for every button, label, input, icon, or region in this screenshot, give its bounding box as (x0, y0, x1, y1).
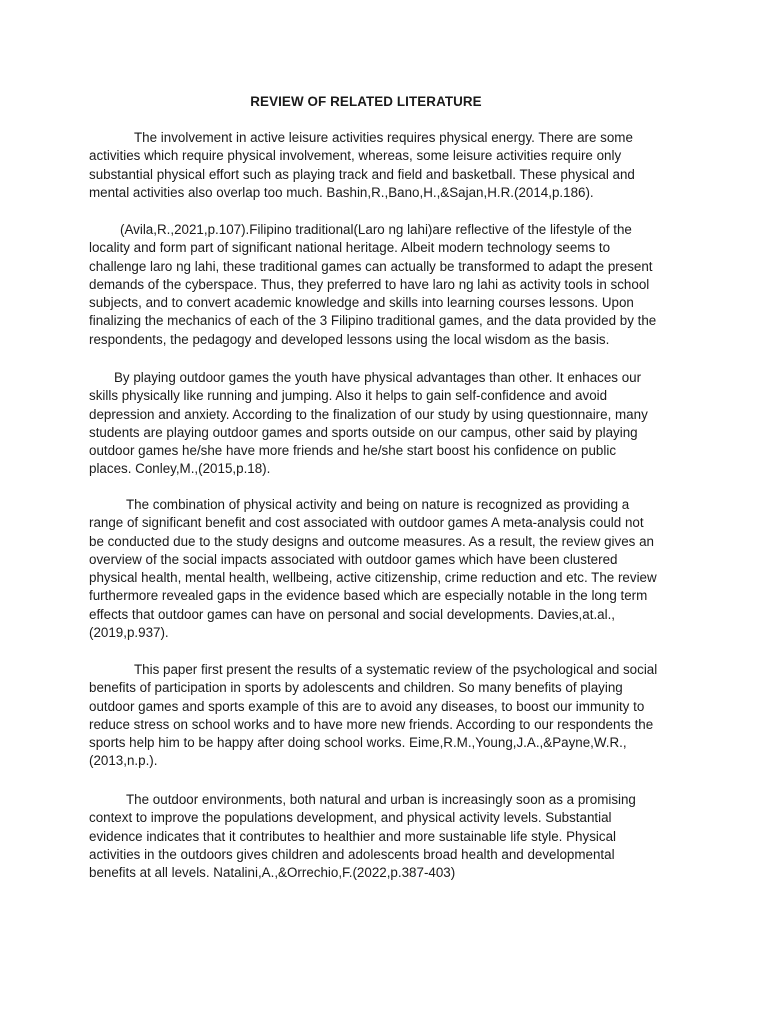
paragraph-line: reduce stress on school works and to have more new friends. According to our respondents the (89, 716, 654, 732)
paragraph-1 (89, 129, 689, 202)
paragraph-line: This paper first present the results of a systematic review of the psychological and social (134, 662, 658, 677)
paragraph-line: skills physically like running and jumping. Also it helps to gain self-confidence and avoid (89, 388, 608, 404)
paragraph-line: overview of the social impacts associated with outdoor games which have been clustered (89, 551, 618, 567)
paragraph-4 (89, 496, 689, 642)
paragraph-line: challenge laro ng lahi, these traditional games can actually be transformed to adapt the present (89, 258, 653, 274)
paragraph-line: students are playing outdoor games and sports outside on our campus, other said by playing (89, 424, 638, 440)
paragraph-line: furthermore revealed gaps in the evidence based which are especially notable in the long term (89, 588, 648, 604)
paragraph-line: effects that outdoor games can have on personal and social developments. Davies,at.al., (89, 606, 616, 622)
paragraph-line: (2019,p.937). (89, 625, 169, 641)
paragraph-line: be conducted due to the study designs and outcome measures. As a result, the review gives an (89, 533, 654, 549)
paragraph-line: finalizing the mechanics of each of the 3 Filipino traditional games, and the data provided by the (89, 313, 657, 329)
paragraph-line: physical health, mental health, wellbeing, active citizenship, crime reduction and etc. The review (89, 570, 657, 586)
paragraph-line: activities which require physical involvement, whereas, some leisure activities require only (89, 148, 622, 164)
paragraph-line: places. Conley,M.,(2015,p.18). (89, 461, 271, 477)
paragraph-line: activities in the outdoors gives children and adolescents broad health and developmental (89, 846, 615, 862)
paragraph-line: depression and anxiety. According to the finalization of our study by using questionnaire, many (89, 406, 648, 422)
paragraph-line: range of significant benefit and cost associated with outdoor games A meta-analysis could not (89, 515, 644, 531)
paragraph-line: substantial physical effort such as playing track and field and basketball. These physical and (89, 166, 635, 182)
paragraph-line: The combination of physical activity and being on nature is recognized as providing a (126, 497, 630, 512)
paragraph-line: benefits at all levels. Natalini,A.,&Orrechio,F.(2022,p.387-403) (89, 865, 456, 881)
paragraph-line: (Avila,R.,2021,p.107).Filipino traditional(Laro ng lahi)are reflective of the lifestyle of the (120, 222, 632, 237)
paragraph-line: benefits of participation in sports by adolescents and children. So many benefits of playing (89, 680, 623, 696)
paragraph-line: subjects, and to convert academic knowledge and skills into learning courses lessons. Upon (89, 295, 634, 311)
page-title: REVIEW OF RELATED LITERATURE (250, 94, 482, 109)
paragraph-2 (89, 221, 689, 349)
paragraph-3 (89, 369, 689, 479)
paragraph-line: sports help him to be happy after doing school works. Eime,R.M.,Young,J.A.,&Payne,W.R., (89, 735, 627, 751)
paragraph-line: outdoor games he/she have more friends and he/she start boost his confidence on public (89, 443, 617, 459)
paragraph-line: outdoor games and sports example of this are to avoid any diseases, to boost our immunity to (89, 698, 645, 714)
paragraph-line: respondents, the pedagogy and developed lessons using the local wisdom as the basis. (89, 331, 610, 347)
paragraph-5 (89, 661, 689, 771)
paragraph-line: locality and form part of significant national heritage. Albeit modern technology seems to (89, 240, 611, 256)
paragraph-line: The involvement in active leisure activities requires physical energy. There are some (134, 130, 633, 145)
paragraph-line: context to improve the populations development, and physical activity levels. Substantial (89, 810, 612, 826)
paragraph-line: evidence indicates that it contributes to healthier and more sustainable life style. Physical (89, 828, 616, 844)
paragraph-line: mental activities also overlap too much. Bashin,R.,Bano,H.,&Sajan,H.R.(2014,p.186). (89, 184, 594, 200)
paragraph-6 (89, 791, 689, 882)
paragraph-line: The outdoor environments, both natural and urban is increasingly soon as a promising (126, 792, 636, 807)
paragraph-line: (2013,n.p.). (89, 753, 158, 769)
paragraph-line: demands of the cyberspace. Thus, they preferred to have laro ng lahi as activity tools in school (89, 276, 650, 292)
paragraph-line: By playing outdoor games the youth have physical advantages than other. It enhaces our (114, 370, 642, 385)
